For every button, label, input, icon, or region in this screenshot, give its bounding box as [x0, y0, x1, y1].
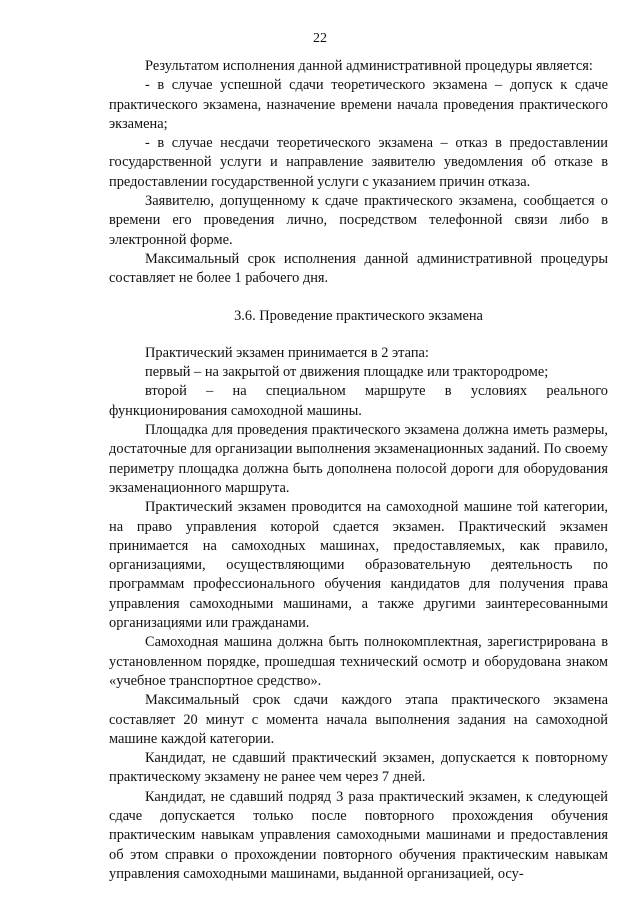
section-heading: 3.6. Проведение практического экзамена	[234, 307, 483, 324]
paragraph: Кандидат, не сдавший подряд 3 раза практический экзамен, к следующей сдаче допускается только после повторного прохождения обучения практическим навыкам управления самоходными машинами и предоставления об этом справки о прохождении повторного обучения практическим навыкам управления самоходными машинами, выданной организацией, осу-	[109, 788, 608, 882]
paragraph: - в случае успешной сдачи теоретического экзамена – допуск к сдаче практического экзамена, назначение времени начала проведения практического экзамена;	[109, 77, 608, 132]
paragraph: второй – на специальном маршруте в условиях реального функционирования самоходной машины.	[109, 383, 608, 419]
document-body	[109, 57, 608, 884]
paragraph: Кандидат, не сдавший практический экзамен, допускается к повторному практическому экзамену не ранее чем через 7 дней.	[109, 750, 608, 786]
paragraph: Самоходная машина должна быть полнокомплектная, зарегистрирована в установленном порядке, прошедшая технический осмотр и оборудована знаком «учебное транспортное средство».	[109, 634, 608, 689]
paragraph: Результатом исполнения данной административной процедуры является:	[145, 58, 593, 74]
paragraph: - в случае несдачи теоретического экзамена – отказ в предоставлении государственной услуги и направление заявителю уведомления об отказе в предоставлении государственной услуги с указанием причин отказа.	[109, 135, 608, 190]
page-number: 22	[313, 31, 327, 46]
paragraph: Максимальный срок исполнения данной административной процедуры составляет не более 1 рабочего дня.	[109, 250, 608, 287]
paragraph: Площадка для проведения практического экзамена должна иметь размеры, достаточные для организации выполнения экзаменационных заданий. По своему периметру площадка должна быть дополнена полосой дороги для оборудования экзаменационного маршрута.	[109, 422, 608, 496]
paragraph: Заявителю, допущенному к сдаче практического экзамена, сообщается о времени его проведения лично, посредством телефонной связи либо в электронной форме.	[109, 193, 608, 248]
paragraph: Практический экзамен принимается в 2 этапа:	[145, 344, 429, 361]
paragraph: первый – на закрытой от движения площадке или трактородроме;	[145, 364, 549, 381]
paragraph: Практический экзамен проводится на самоходной машине той категории, на право управления которой сдается экзамен. Практический экзамен принимается на самоходных машинах, предоставляемых, как правило, организациями, осуществляющими образовательную деятельность по программам профессионального обучения кандидатов для получения права управления самоходными машинами, а также другими заинтересованными организациями или гражданами.	[109, 499, 608, 632]
paragraph: Максимальный срок сдачи каждого этапа практического экзамена составляет 20 минут с момента начала выполнения задания на самоходной машине каждой категории.	[109, 692, 608, 747]
